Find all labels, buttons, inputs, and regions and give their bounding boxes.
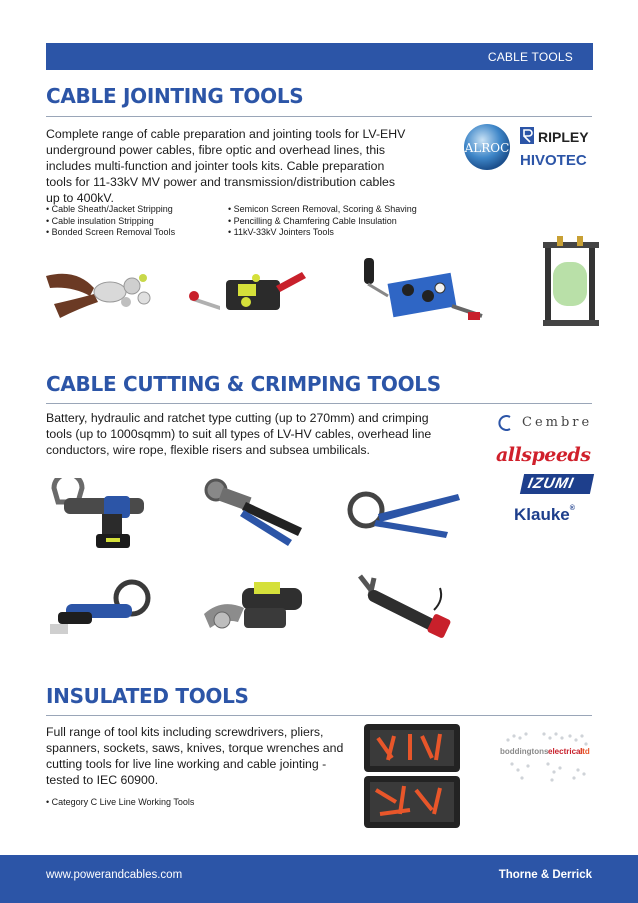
jointer-tool-image [535, 232, 607, 330]
jointing-bullets-left [46, 204, 175, 239]
svg-text:electrical: electrical [548, 747, 583, 756]
header-bar [46, 43, 593, 70]
jointing-bullets-right [228, 204, 417, 239]
ripley-logo [518, 124, 596, 148]
screen-removal-tool-image [356, 254, 492, 328]
boddingtons-logo [498, 722, 594, 792]
footer-brand: Thorne & Derrick [498, 869, 592, 881]
insulated-bullets [46, 797, 194, 809]
alroc-logo [462, 122, 512, 172]
cutting-title: CABLE CUTTING & CRIMPING TOOLS [46, 372, 441, 396]
izumi-logo: IZUMI [520, 474, 594, 494]
sheath-stripper-image [40, 258, 160, 328]
cutting-divider [46, 403, 592, 404]
insulated-divider [46, 715, 592, 716]
cembre-logo: Cembre [498, 414, 598, 434]
list-item: • Semicon Screen Removal, Scoring & Shaving [228, 204, 417, 216]
footer-bar [0, 855, 638, 903]
jointing-divider [46, 116, 592, 117]
insulated-description: Full range of tool kits including screwdrivers, pliers, spanners, sockets, saws, knives, torque wrenches and cutting tools for live line working and cable jointing - tested to IEC 60900. [46, 725, 344, 787]
cutting-description: Battery, hydraulic and ratchet type cutting (up to 270mm) and crimping tools (up to 1000sqmm) to suit all types of LV-HV cables, overhead line conductors, wire rope, flexible risers and subsea umbilicals. [46, 411, 432, 457]
klauke-logo: Klauke® [514, 505, 575, 524]
insulated-title: INSULATED TOOLS [46, 684, 249, 708]
list-item: • Category C Live Line Working Tools [46, 797, 194, 809]
jointing-description: Complete range of cable preparation and jointing tools for LV-EHV underground power cables, fibre optic and overhead lines, this includes multi-function and jointer tools kits. Cable preparation tools for 11-33kV MV power and transmission/distribution cables up to 400kV. [46, 127, 406, 205]
list-item: • Bonded Screen Removal Tools [46, 227, 175, 239]
list-item: • Pencilling & Chamfering Cable Insulation [228, 216, 417, 228]
electric-crimper-image [350, 570, 462, 646]
svg-text:ltd: ltd [580, 747, 590, 756]
list-item: • Cable Sheath/Jacket Stripping [46, 204, 175, 216]
list-item: • Cable insulation Stripping [46, 216, 175, 228]
battery-crimper-image [196, 574, 312, 644]
cembre-mark-icon [498, 414, 516, 432]
hivotec-logo: HIVOTEC [520, 152, 587, 169]
website-link[interactable]: www.powerandcables.com [46, 869, 183, 881]
cordless-cable-cutter-image [46, 574, 158, 640]
svg-text:boddingtons: boddingtons [500, 747, 549, 756]
hydraulic-crimper-image [198, 476, 310, 546]
ratchet-cutter-image [344, 484, 464, 540]
header-tag: CABLE TOOLS [487, 50, 573, 64]
insulated-toolkit-image [360, 720, 464, 832]
list-item: • 11kV-33kV Jointers Tools [228, 227, 417, 239]
battery-cutter-image [46, 478, 158, 552]
jointing-title: CABLE JOINTING TOOLS [46, 84, 304, 108]
svg-text:ALROC: ALROC [464, 141, 510, 155]
rotary-stripper-image [186, 256, 316, 326]
svg-text:RIPLEY: RIPLEY [538, 129, 589, 145]
allspeeds-logo: allspeeds [496, 444, 591, 466]
